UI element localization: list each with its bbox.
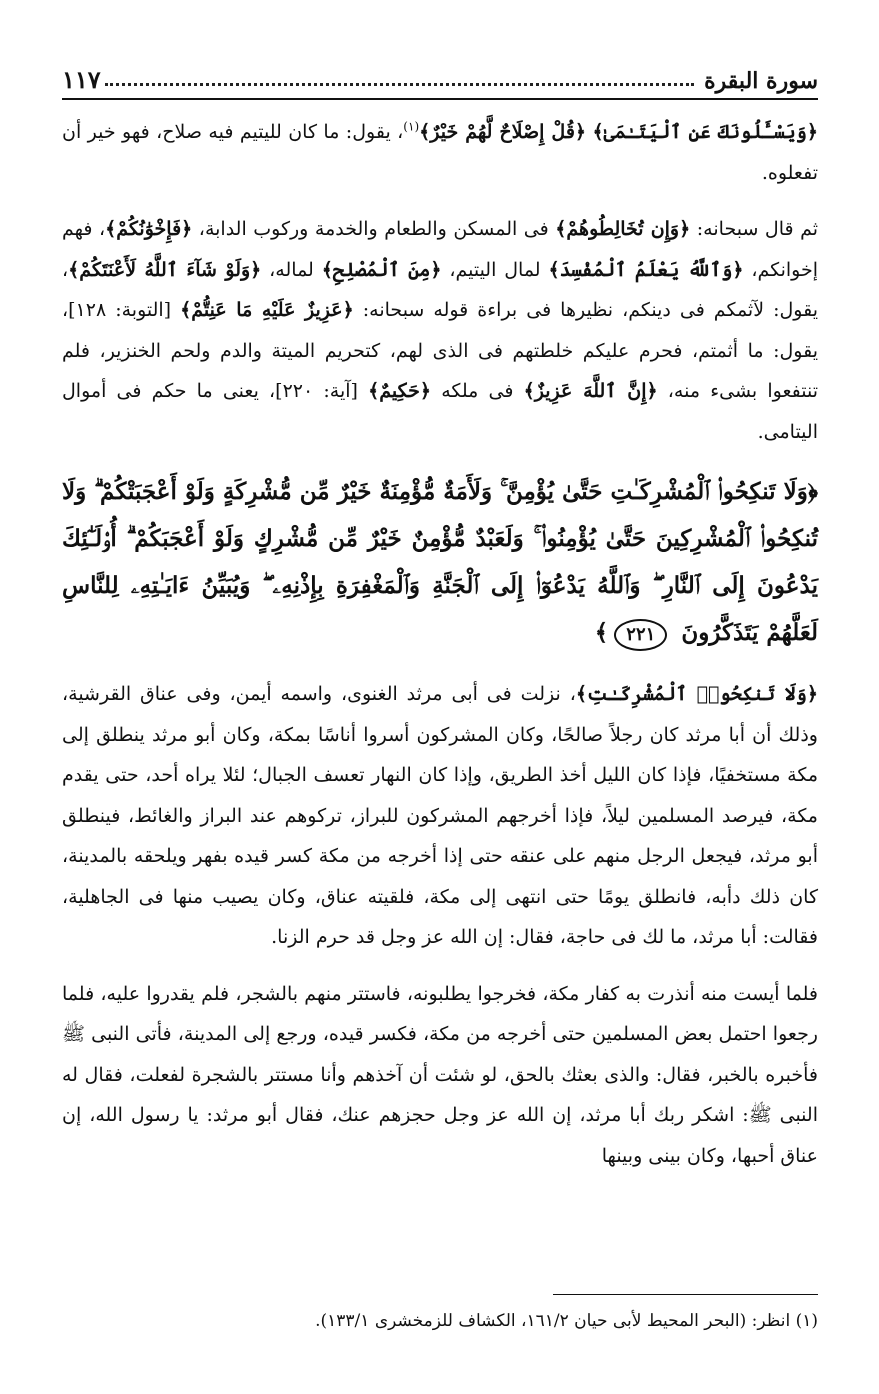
footnote-rule <box>553 1294 818 1295</box>
text-run: ، يقول: لآثمكم فى دينكم، نظيرها فى براءة قوله سبحانه: <box>62 258 818 321</box>
header-rule <box>62 98 818 100</box>
verse-text: ﴿وَلَا تَنكِحُوا۟ ٱلْمُشْرِكَـٰتِ حَتَّىٰ يُؤْمِنَّ ۚ وَلَأَمَةٌ مُّؤْمِنَةٌ خَيْرٌ مِّن مُّشْرِكَةٍ وَلَوْ أَعْجَبَتْكُمْ ۗ وَلَا تُنكِحُوا۟ ٱلْمُشْرِكِينَ حَتَّىٰ يُؤْمِنُوا۟ ۚ وَلَعَبْدٌ مُّؤْمِنٌ خَيْرٌ مِّن مُّشْرِكٍ وَلَوْ أَعْجَبَكُمْ ۗ أُو۟لَـٰٓئِكَ يَدْعُونَ إِلَى ٱلنَّارِ ۖ وَٱللَّهُ يَدْعُوٓا۟ إِلَى ٱلْجَنَّةِ وَٱلْمَغْفِرَةِ بِإِذْنِهِۦ ۖ وَيُبَيِّنُ ءَايَـٰتِهِۦ لِلنَّاسِ لَعَلَّهُمْ يَتَذَكَّرُونَ <box>62 478 818 646</box>
quran-quote: ﴿وَٱللَّهُ يَعْلَمُ ٱلْمُفْسِدَ﴾ <box>548 258 744 281</box>
running-header <box>62 52 818 94</box>
page <box>62 52 818 1352</box>
quran-quote: ﴿قُلْ إِصْلَاحٌ لَّهُمْ خَيْرٌ﴾ <box>419 121 587 143</box>
quran-quote: ﴿إِنَّ ٱللَّهَ عَزِيزٌ﴾ <box>523 380 658 402</box>
quran-verse-block <box>62 468 818 656</box>
text-run: [آية: ٢٢٠]، يعنى ما حكم فى أموال اليتامى. <box>62 380 818 443</box>
page-number: ١١٧ <box>62 65 101 94</box>
text-run: ، يقول: ما كان لليتيم فيه صلاح، فهو خير أن تفعلوه. <box>62 121 818 184</box>
quran-quote: ﴿مِنَ ٱلْمُصْلِحِ﴾ <box>321 258 442 281</box>
paragraph-1 <box>62 112 818 193</box>
text-run: فى المسكن والطعام والخدمة وركوب الدابة، <box>192 218 556 240</box>
text-run: لمال اليتيم، <box>441 258 549 281</box>
text-run: فى ملكه <box>431 380 524 402</box>
text-run: لماله، <box>261 258 322 281</box>
footnote: (١) انظر: (البحر المحيط لأبى حيان ١٦١/٢، الكشاف للزمخشرى ١٣٣/١). <box>315 1311 818 1331</box>
text-run: فلما أيست منه أنذرت به كفار مكة، فخرجوا يطلبونه، فاستتر منهم بالشجر، فلم يقدروا عليه، فلما رجعوا احتمل بعض المسلمين حتى أخرجه من مكة، فكسر قيده، ورجع إلى المدينة، فأتى النبى ﷺ فأخبره بالخبر، فقال: والذى بعثك بالحق، لو شئت أن آخذهم وأنا مستتر بالشجرة لفعلت، فقال له النبى ﷺ: اشكر ربك أبا مرثد، إن الله عز وجل حجزهم عنك، فقال أبو مرثد: يا رسول الله، إن عناق أحبها، وكان بينى وبينها <box>62 982 818 1167</box>
quran-quote: ﴿عَزِيزٌ عَلَيْهِ مَا عَنِتُّمْ﴾ <box>180 299 354 321</box>
quran-quote: ﴿وَلَا تَنكِحُوا۟ ٱلْمُشْرِكَـٰتِ﴾ <box>575 683 818 705</box>
surah-title: سورة البقرة <box>704 68 818 94</box>
paragraph-2 <box>62 209 818 452</box>
quran-quote: ﴿وَإِن تُخَالِطُوهُمْ﴾ <box>555 218 691 240</box>
footnote-ref[interactable]: (١) <box>403 119 420 134</box>
quran-quote: ﴿حَكِيمٌ﴾ <box>368 380 432 402</box>
quran-quote: ﴿فَإِخْوَٰنُكُمْ﴾ <box>105 218 193 240</box>
text-run: ، فهم إخوانكم، <box>62 218 819 281</box>
paragraph-4 <box>62 974 818 1177</box>
quran-quote: ﴿وَيَسْـَٔلُونَكَ عَنِ ٱلْيَتَـٰمَىٰ﴾ <box>592 121 819 143</box>
page-body <box>62 112 818 1192</box>
verse-close-bracket: ﴾ <box>594 619 609 646</box>
text-run: ثم قال سبحانه: <box>690 218 819 240</box>
ayah-number-marker: ٢٢١ <box>614 619 667 651</box>
header-dot-leader <box>105 83 694 86</box>
text-run: [التوبة: ١٢٨]، يقول: ما أثمتم، فحرم عليكم خلطتهم فى الذى لهم، كتحريم الميتة والدم ولحم الخنزير، فلم تنتفعوا بشىء منه، <box>62 299 819 402</box>
quran-quote: ﴿وَلَوْ شَآءَ ٱللَّهُ لَأَعْنَتَكُمْ﴾ <box>68 258 262 281</box>
paragraph-3 <box>62 674 818 958</box>
text-run: ، نزلت فى أبى مرثد الغنوى، واسمه أيمن، وفى عناق القرشية، وذلك أن أبا مرثد كان رجلاً صالحًا، وكان المشركون أسروا أناسًا بمكة، وكان أبو مرثد ينطلق إلى مكة مستخفيًا، فإذا كان الليل أخذ الطريق، وإذا كان النهار تعسف الجبال؛ لئلا يراه أحد، حتى يقدم مكة، فيرصد المسلمين ليلاً، فإذا أخرجهم المشركون للبراز، تركوهم عند البراز والغائط، فينطلق أبو مرثد، فيجعل الرجل منهم على عنقه حتى إذا أخرجه من مكة كسر قيده بفهر ويلحقه بالمدينة، كان ذلك دأبه، فانطلق يومًا حتى انتهى إلى مكة، فلقيته عناق، وكان يصيب منها فى الجاهلية، فقالت: أبا مرثد، ما لك فى حاجة، فقال: إن الله عز وجل قد حرم الزنا. <box>62 683 818 948</box>
